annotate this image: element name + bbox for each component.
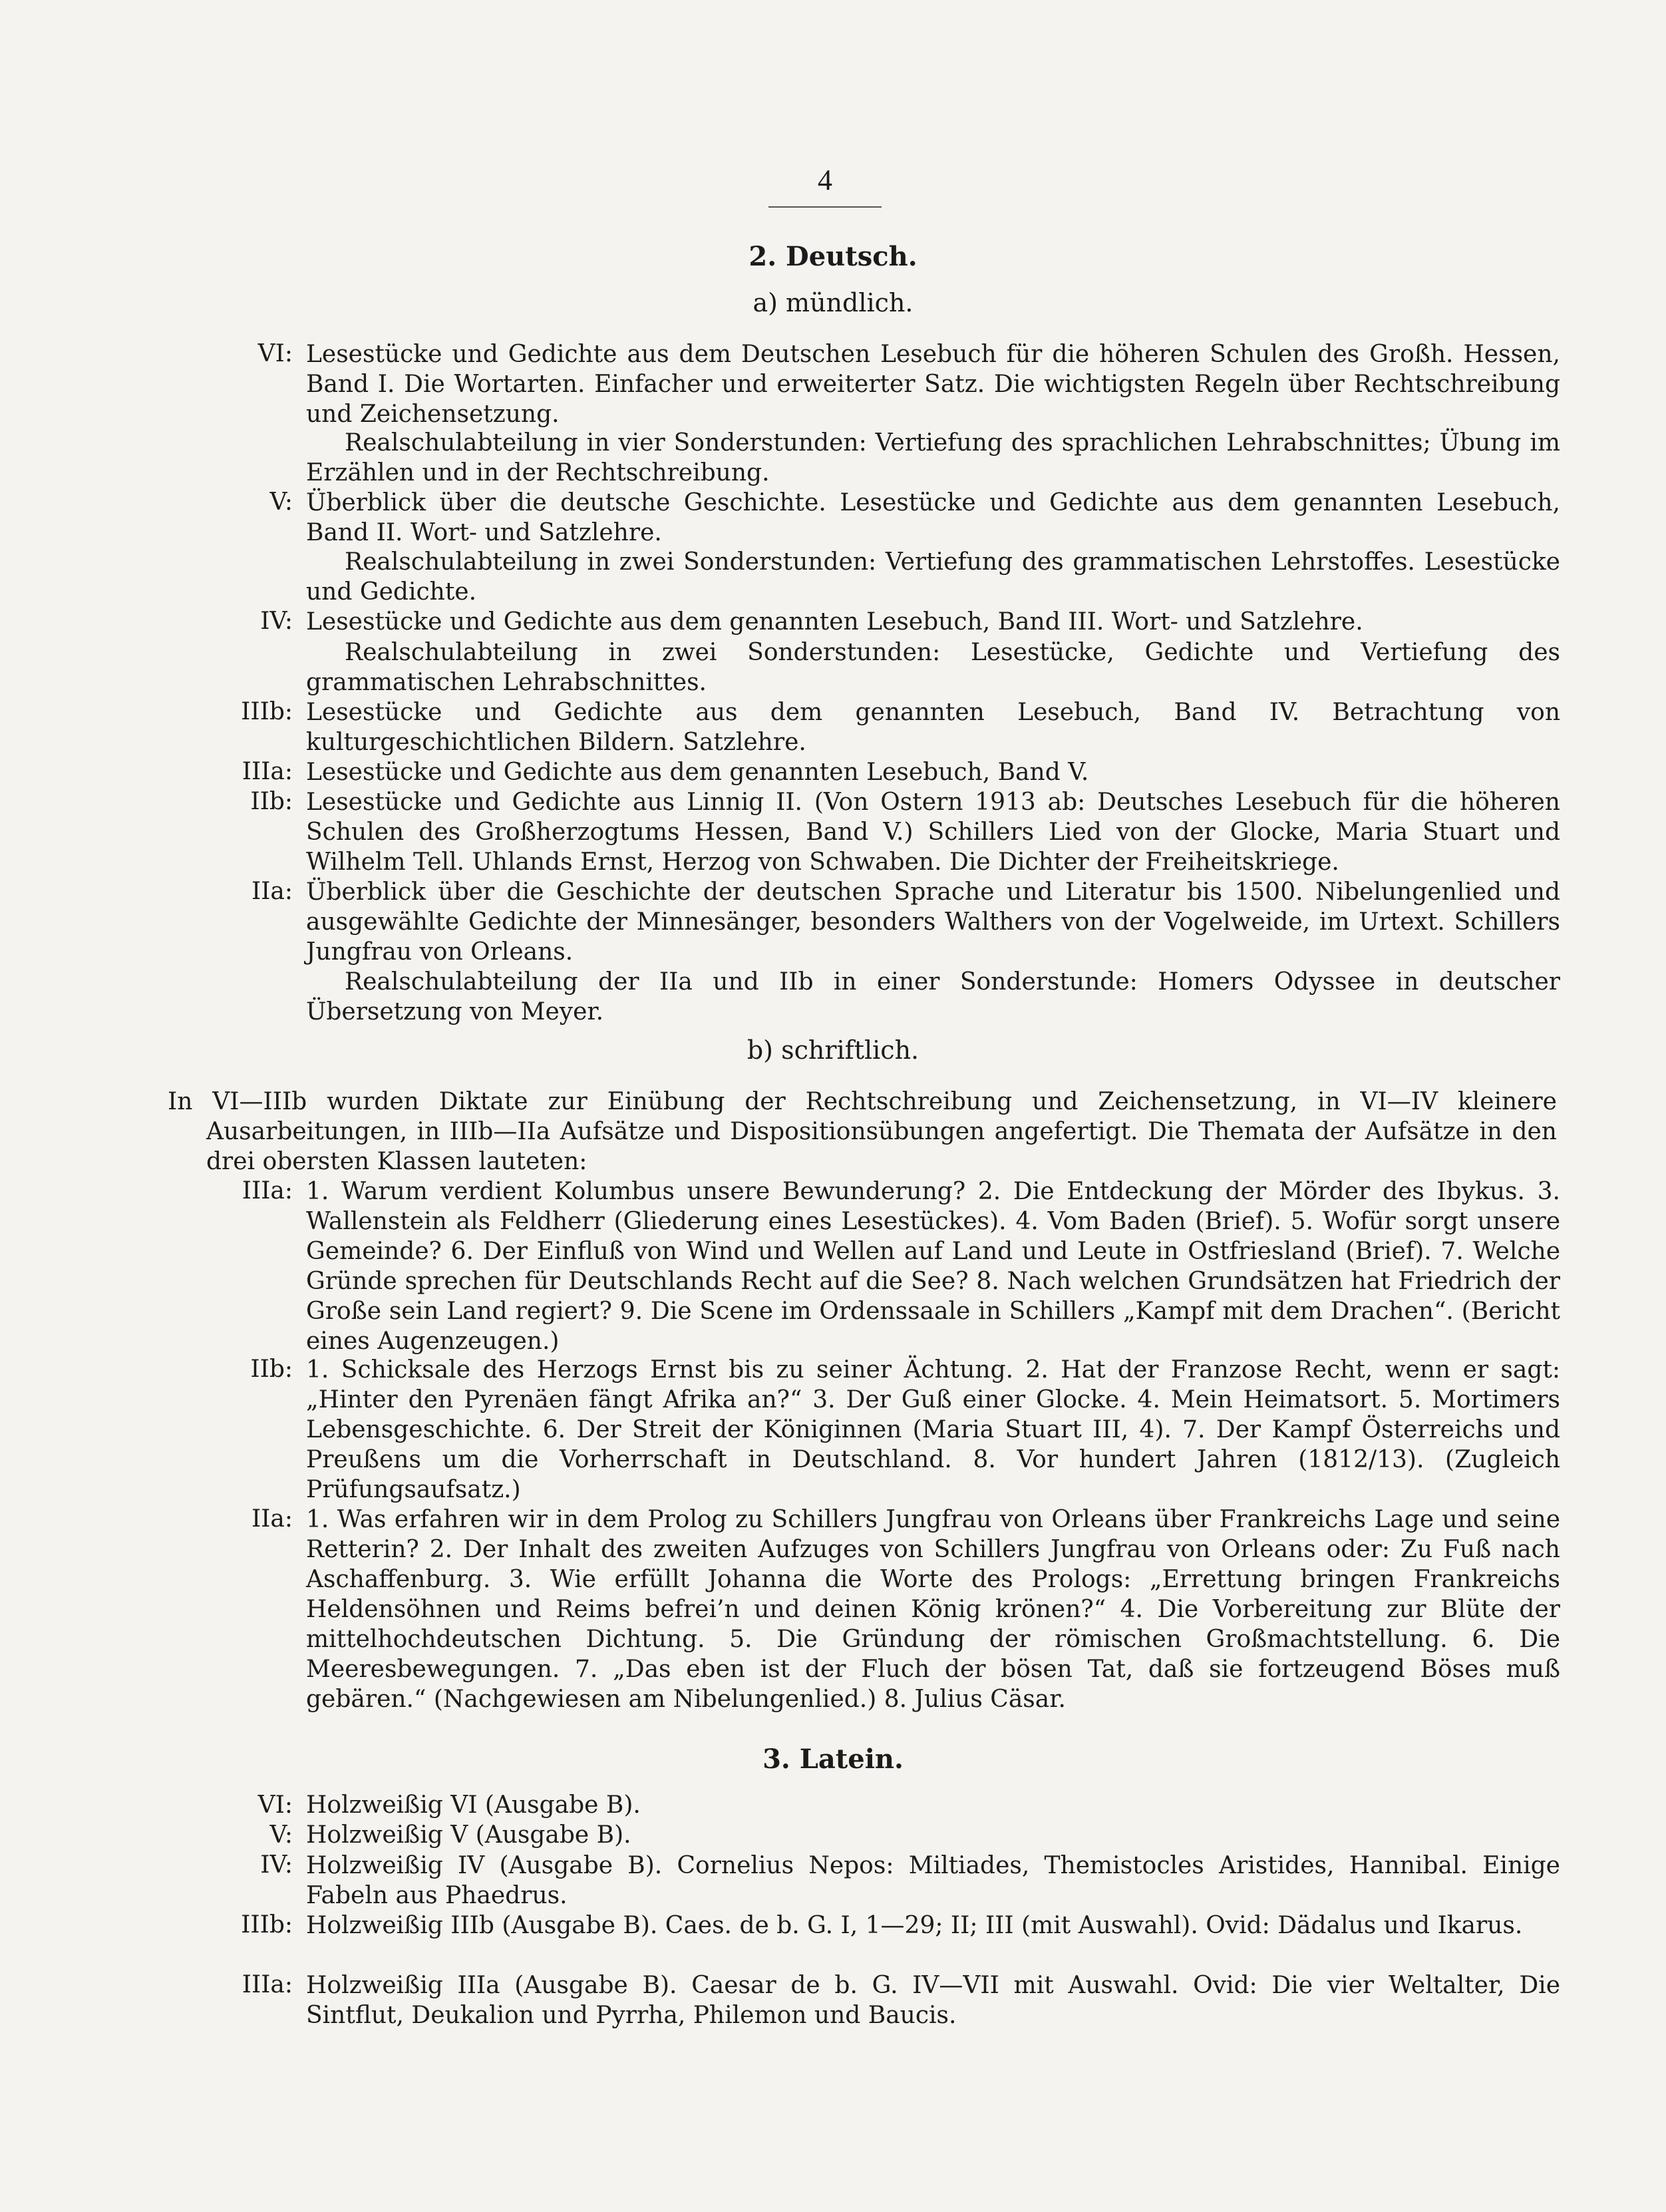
label-themen-iia: IIa: — [251, 1505, 293, 1533]
latein-iiib-text: Holzweißig IIIb (Ausgabe B). Caes. de b. G. I, 1—29; II; III (mit Auswahl). Ovid: Dädalus und Ikarus. — [306, 1912, 1523, 1939]
page-number-rule — [768, 206, 882, 208]
latein-vi-text: Holzweißig VI (Ausgabe B). — [306, 1791, 641, 1819]
label-latein-iiib: IIIb: — [241, 1911, 293, 1938]
schriftlich-intro: In VI—IIIb wurden Diktate zur Einübung der Rechtschreibung und Zeichensetzung, in VI—IV kleinere Ausarbeitungen, in IIIb—IIa Aufsätze und Dispositionsübungen angefertigt. Die Themata der Aufsätze in den drei obersten Klassen lauteten: — [168, 1088, 1557, 1175]
heading-latein: 3. Latein. — [762, 1744, 904, 1775]
label-themen-iiia: IIIa: — [242, 1177, 293, 1204]
label-latein-iv: IV: — [260, 1851, 293, 1879]
entry-iia-text: Überblick über die Geschichte der deutschen Sprache und Literatur bis 1500. Nibelungenlied und ausgewählte Gedichte der Minnesänger, besonders Walthers von der Vogelweide, im Urtext. Schillers Jungfrau von Orleans. — [306, 878, 1560, 966]
entry-iv-text: Lesestücke und Gedichte aus dem genannten Lesebuch, Band III. Wort- und Satzlehre. — [306, 608, 1363, 636]
latein-v-text: Holzweißig V (Ausgabe B). — [306, 1821, 631, 1849]
entry-iv-note: Realschulabteilung in zwei Sonderstunden: Lesestücke, Gedichte und Vertiefung des grammatischen Lehrabschnittes. — [306, 639, 1560, 696]
entry-iia-note: Realschulabteilung der IIa und IIb in einer Sonderstunde: Homers Odyssee in deutscher Übersetzung von Meyer. — [306, 968, 1560, 1025]
latein-iiia-text: Holzweißig IIIa (Ausgabe B). Caesar de b. G. IV—VII mit Auswahl. Ovid: Die vier Weltalter, Die Sintflut, Deukalion und Pyrrha, Philemon und Baucis. — [306, 1972, 1560, 2029]
entry-v-text: Überblick über die deutsche Geschichte. Lesestücke und Gedichte aus dem genannten Lesebuch, Band II. Wort- und Satzlehre. — [306, 489, 1560, 546]
label-vi: VI: — [257, 340, 293, 367]
subheading-schriftlich: b) schriftlich. — [747, 1035, 919, 1065]
subheading-muendlich: a) mündlich. — [752, 288, 914, 317]
label-iiia: IIIa: — [242, 758, 293, 785]
heading-deutsch: 2. Deutsch. — [749, 241, 917, 272]
label-iv: IV: — [260, 608, 293, 635]
page-number: 4 — [818, 164, 832, 196]
themen-iib-text: 1. Schicksale des Herzogs Ernst bis zu seiner Ächtung. 2. Hat der Franzose Recht, wenn er sagt: „Hinter den Pyrenäen fängt Afrika an?“ 3. Der Guß einer Glocke. 4. Mein Heimatsort. 5. Mortimers Lebensgeschichte. 6. Der Streit der Königinnen (Maria Stuart III, 4). 7. Der Kampf Österreichs und Preußens um die Vorherrschaft in Deutschland. 8. Vor hundert Jahren (1812/13). (Zugleich Prüfungsaufsatz.) — [306, 1356, 1560, 1503]
label-latein-v: V: — [269, 1821, 293, 1849]
label-iia: IIa: — [251, 878, 293, 905]
entry-iib-text: Lesestücke und Gedichte aus Linnig II. (Von Ostern 1913 ab: Deutsches Lesebuch für die höheren Schulen des Großherzogtums Hessen, Band V.) Schillers Lied von der Glocke, Maria Stuart und Wilhelm Tell. Uhlands Ernst, Herzog von Schwaben. Die Dichter der Freiheitskriege. — [306, 789, 1560, 876]
label-themen-iib: IIb: — [250, 1356, 293, 1383]
label-iib: IIb: — [250, 788, 293, 815]
entry-vi-text: Lesestücke und Gedichte aus dem Deutschen Lesebuch für die höheren Schulen des Großh. Hessen, Band I. Die Wortarten. Einfacher und erweiterter Satz. Die wichtigsten Regeln über Rechtschreibung und Zeichensetzung. — [306, 341, 1560, 428]
themen-iia-text: 1. Was erfahren wir in dem Prolog zu Schillers Jungfrau von Orleans über Frankreichs Lage und seine Retterin? 2. Der Inhalt des zweiten Aufzuges von Schillers Jungfrau von Orleans oder: Zu Fuß nach Aschaffenburg. 3. Wie erfüllt Johanna die Worte des Prologs: „Errettung bringen Frankreichs Heldensöhnen und Reims befrei’n und deinen König krönen?“ 4. Die Vorbereitung zur Blüte der mittelhochdeutschen Dichtung. 5. Die Gründung der römischen Großmachtstellung. 6. Die Meeresbewegungen. 7. „Das eben ist der Fluch der bösen Tat, daß sie fortzeugend Böses muß gebären.“ (Nachgewiesen am Nibelungenlied.) 8. Julius Cäsar. — [306, 1506, 1560, 1713]
label-latein-iiia: IIIa: — [242, 1971, 293, 1998]
label-v: V: — [269, 488, 293, 516]
themen-iiia-text: 1. Warum verdient Kolumbus unsere Bewunderung? 2. Die Entdeckung der Mörder des Ibykus. 3. Wallenstein als Feldherr (Gliederung eines Lesestückes). 4. Vom Baden (Brief). 5. Wofür sorgt unsere Gemeinde? 6. Der Einfluß von Wind und Wellen auf Land und Leute in Ostfriesland (Brief). 7. Welche Gründe sprechen für Deutschlands Recht auf die See? 8. Nach welchen Grundsätzen hat Friedrich der Große sein Land regiert? 9. Die Scene im Ordenssaale in Schillers „Kampf mit dem Drachen“. (Bericht eines Augenzeugen.) — [306, 1178, 1560, 1355]
label-latein-vi: VI: — [257, 1791, 293, 1819]
latein-iv-text: Holzweißig IV (Ausgabe B). Cornelius Nepos: Miltiades, Themistocles Aristides, Hannibal. Einige Fabeln aus Phaedrus. — [306, 1852, 1560, 1909]
entry-iiia-text: Lesestücke und Gedichte aus dem genannten Lesebuch, Band V. — [306, 759, 1089, 786]
entry-v-note: Realschulabteilung in zwei Sonderstunden: Vertiefung des grammatischen Lehrstoffes. Lesestücke und Gedichte. — [306, 548, 1560, 606]
entry-iiib-text: Lesestücke und Gedichte aus dem genannten Lesebuch, Band IV. Betrachtung von kulturgeschichtlichen Bildern. Satzlehre. — [306, 699, 1560, 756]
entry-vi-note: Realschulabteilung in vier Sonderstunden: Vertiefung des sprachlichen Lehrabschnittes; Übung im Erzählen und in der Rechtschreibung. — [306, 429, 1560, 486]
label-iiib: IIIb: — [241, 698, 293, 725]
